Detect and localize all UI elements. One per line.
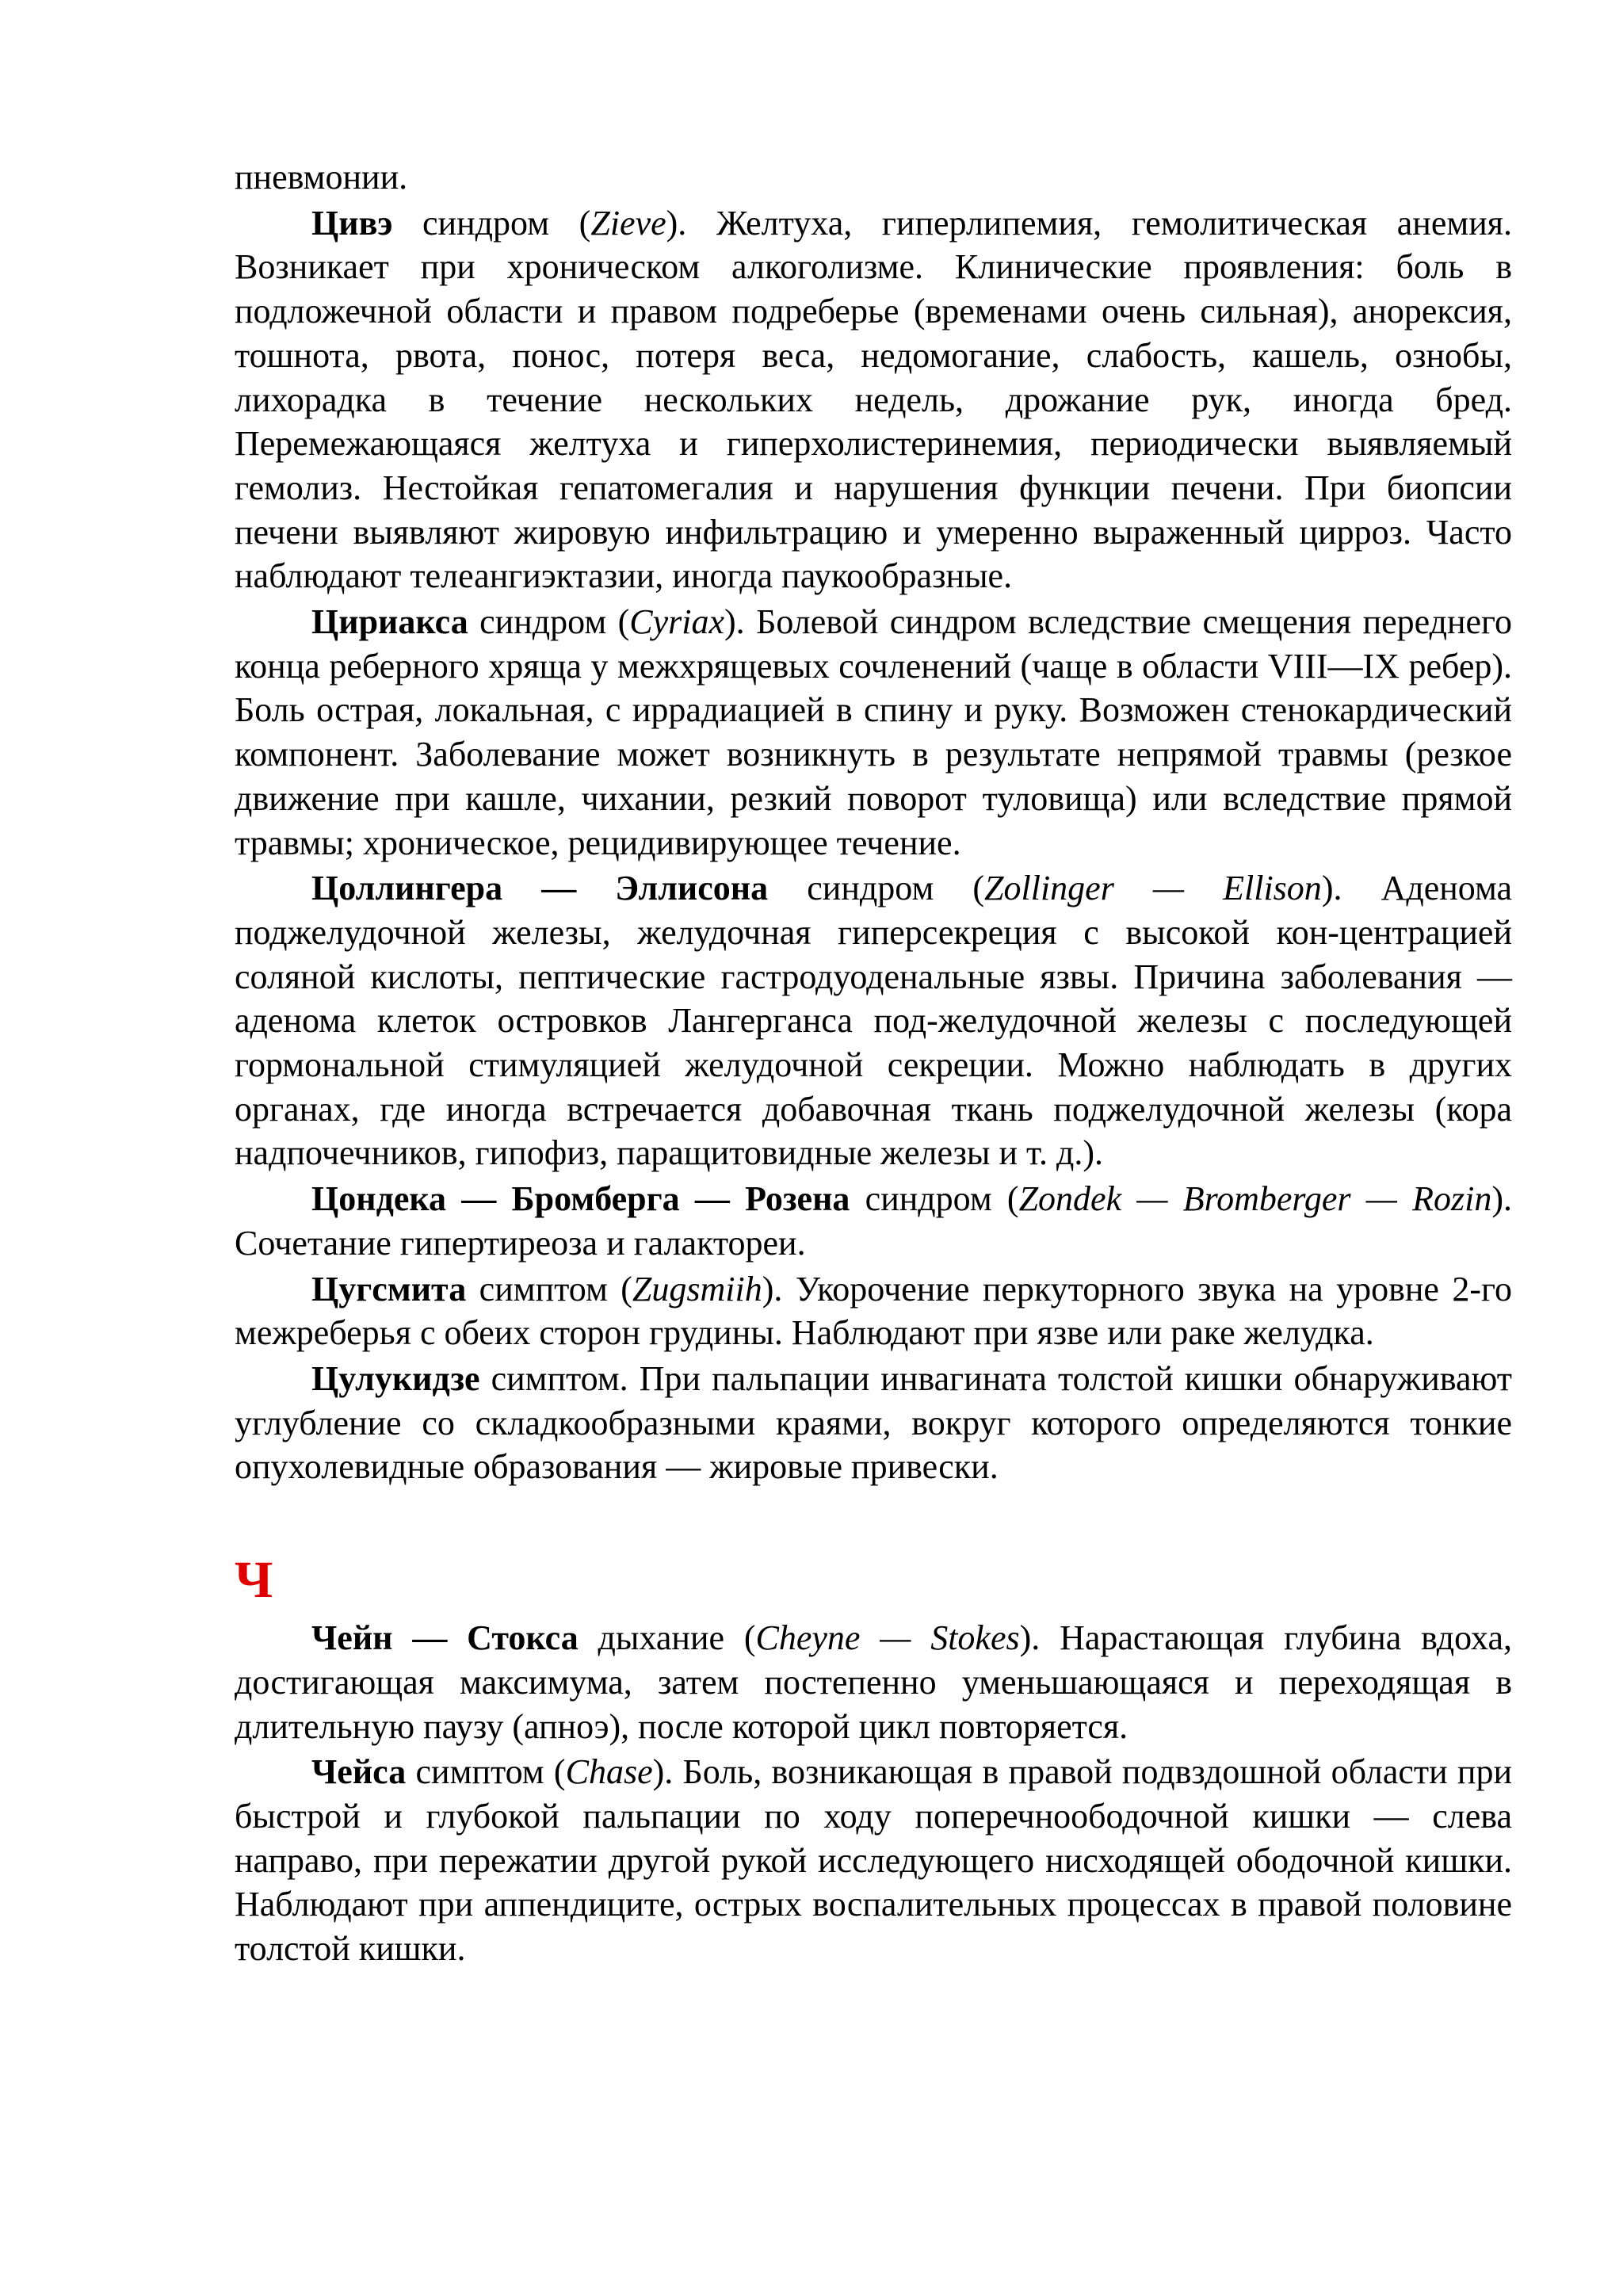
entry-kind: синдром [807, 869, 934, 908]
entry-text: Боль, возникающая в правой подвздошной области при быстрой и глубокой пальпации по ходу поперечноободочной кишки — слева направо, при пережатии другой рукой исследующего нисходящей ободочной кишки. Наблюдают при аппендиците, острых воспалительных процессах в правой половине толстой кишки. [235, 1752, 1513, 1969]
entry-cheyne-stokes: Чейн — Стокса дыхание (Cheyne — Stokes). Нарастающая глубина вдоха, достигающая максимума, затем постепенно уменьшающаяся и переходящая в длительную паузу (апноэ), после которой цикл повторяется. [235, 1618, 1512, 1746]
entry-kind: симптом [415, 1752, 544, 1792]
entry-text: Укорочение перкуторного звука на уровне 2-го межреберья с обеих сторон грудины. Наблюдают при язве или раке желудка. [235, 1269, 1512, 1353]
entry-term: Цугсмита [311, 1269, 467, 1308]
entry-latin: Zondek — Bromberger — Rozin [1018, 1179, 1492, 1219]
entry-zieve: Цивэ синдром (Zieve). Желтуха, гиперлипемия, гемолитическая анемия. Возникает при хроническом алкоголизме. Клинические проявления: боль в подложечной области и правом подреберье (временами очень сильная), анорексия, тошнота, рвота, понос, потеря веса, недомогание, слабость, кашель, ознобы, лихорадка в течение нескольких недель, дрожание рук, иногда бред. Перемежающаяся желтуха и гиперхолистеринемия, периодически выявляемый гемолиз. Нестойкая гепатомегалия и нарушения функции печени. При биопсии печени выявляют жировую инфильтрацию и умеренно выраженный цирроз. Часто наблюдают телеангиэктазии, иногда паукообразные. [235, 203, 1513, 596]
entry-latin: Zieve [590, 203, 666, 243]
entry-term: Цоллингера — Эллисона [311, 869, 769, 908]
entry-kind: синдром [422, 203, 550, 243]
entry-kind: синдром [479, 602, 607, 642]
entry-zugsmith: Цугсмита симптом (Zugsmiih). Укорочение перкуторного звука на уровне 2-го межреберья с обеих сторон грудины. Наблюдают при язве или раке желудка. [235, 1269, 1512, 1353]
entry-zollinger-ellison: Цоллингера — Эллисона синдром (Zollinger — Ellison). Аденома поджелудочной железы, желудочная гиперсекреция с высокой кон-центрацией соляной кислоты, пептические гастродуоденальные язвы. Причина заболевания — аденома клеток островков Лангерганса под-желудочной железы с последующей гормональной стимуляцией желудочной секреции. Можно наблюдать в других органах, где иногда встречается добавочная ткань поджелудочной железы (кора надпочечников, гипофиз, паращитовидные железы и т. д.). [235, 869, 1513, 1173]
entry-latin: Zollinger — Ellison [984, 869, 1322, 908]
entry-chase: Чейса симптом (Chase). Боль, возникающая в правой подвздошной области при быстрой и глубокой пальпации по ходу поперечноободочной кишки — слева направо, при пережатии другой рукой исследующего нисходящей ободочной кишки. Наблюдают при аппендиците, острых воспалительных процессах в правой половине толстой кишки. [235, 1752, 1513, 1969]
entry-latin: Cheyne — Stokes [755, 1618, 1020, 1658]
entry-text: Сочетание гипертиреоза и галактореи. [235, 1223, 806, 1263]
entry-latin: Cyriax [629, 602, 725, 642]
entry-term: Чейн — Стокса [311, 1618, 579, 1658]
entry-text: При пальпации инвагината толстой кишки обнаруживают углубление со складкообразными краями, вокруг которого определяются тонкие опухолевидные образования — жировые привески. [235, 1358, 1512, 1487]
entry-text: Нарастающая глубина вдоха, достигающая максимума, затем постепенно уменьшающаяся и переходящая в длительную паузу (апноэ), после которой цикл повторяется. [235, 1618, 1512, 1746]
entry-kind: симптом. [491, 1358, 628, 1398]
continuation-text: пневмонии. [235, 158, 408, 197]
entry-tsulukidze [235, 1357, 1512, 1489]
entry-kind: симптом [479, 1269, 608, 1308]
entry-term: Цириакса [311, 602, 468, 642]
entry-term: Цивэ [311, 203, 393, 243]
entry-text: Аденома поджелудочной железы, желудочная гиперсекреция с высокой кон-центрацией соляной кислоты, пептические гастродуоденальные язвы. Причина заболевания — аденома клеток островков Лангерганса под-желудочной железы с последующей гормональной стимуляцией желудочной секреции. Можно наблюдать в других органах, где иногда встречается добавочная ткань поджелудочной железы (кора надпочечников, гипофиз, паращитовидные железы и т. д.). [235, 869, 1513, 1173]
entry-term: Цулукидзе [311, 1358, 480, 1398]
entry-term: Чейса [311, 1752, 407, 1792]
document-page [235, 155, 1512, 1973]
entry-term: Цондека — Бромберга — Розена [311, 1179, 850, 1219]
entry-kind: дыхание [598, 1618, 725, 1658]
entry-kind: синдром [865, 1179, 992, 1219]
entry-latin: Zugsmiih [632, 1269, 762, 1308]
entry-text: Болевой синдром вследствие смещения переднего конца реберного хряща у межхрящевых сочленений (чаще в области VIII—IX ребер). Боль острая, локальная, с иррадиацией в спину и руку. Возможен стенокардический компонент. Заболевание может возникнуть в результате непрямой травмы (резкое движение при кашле, чихании, резкий поворот туловища) или вследствие прямой травмы; хроническое, рецидивирующее течение. [235, 602, 1513, 862]
entry-latin: Chase [565, 1752, 653, 1792]
entry-text: Желтуха, гиперлипемия, гемолитическая анемия. Возникает при хроническом алкоголизме. Клинические проявления: боль в подложечной области и правом подреберье (временами очень сильная), анорексия, тошнота, рвота, понос, потеря веса, недомогание, слабость, кашель, ознобы, лихорадка в течение нескольких недель, дрожание рук, иногда бред. Перемежающаяся желтуха и гиперхолистеринемия, периодически выявляемый гемолиз. Нестойкая гепатомегалия и нарушения функции печени. При биопсии печени выявляют жировую инфильтрацию и умеренно выраженный цирроз. Часто наблюдают телеангиэктазии, иногда паукообразные. [235, 203, 1513, 596]
entry-cyriax: Цириакса синдром (Cyriax). Болевой синдром вследствие смещения переднего конца реберного хряща у межхрящевых сочленений (чаще в области VIII—IX ребер). Боль острая, локальная, с иррадиацией в спину и руку. Возможен стенокардический компонент. Заболевание может возникнуть в результате непрямой травмы (резкое движение при кашле, чихании, резкий поворот туловища) или вследствие прямой травмы; хроническое, рецидивирующее течение. [235, 602, 1513, 862]
section-letter-heading: Ч [235, 1551, 273, 1610]
entry-zondek-bromberger-rozin: Цондека — Бромберга — Розена синдром (Zondek — Bromberger — Rozin). Сочетание гипертиреоза и галактореи. [235, 1179, 1512, 1263]
